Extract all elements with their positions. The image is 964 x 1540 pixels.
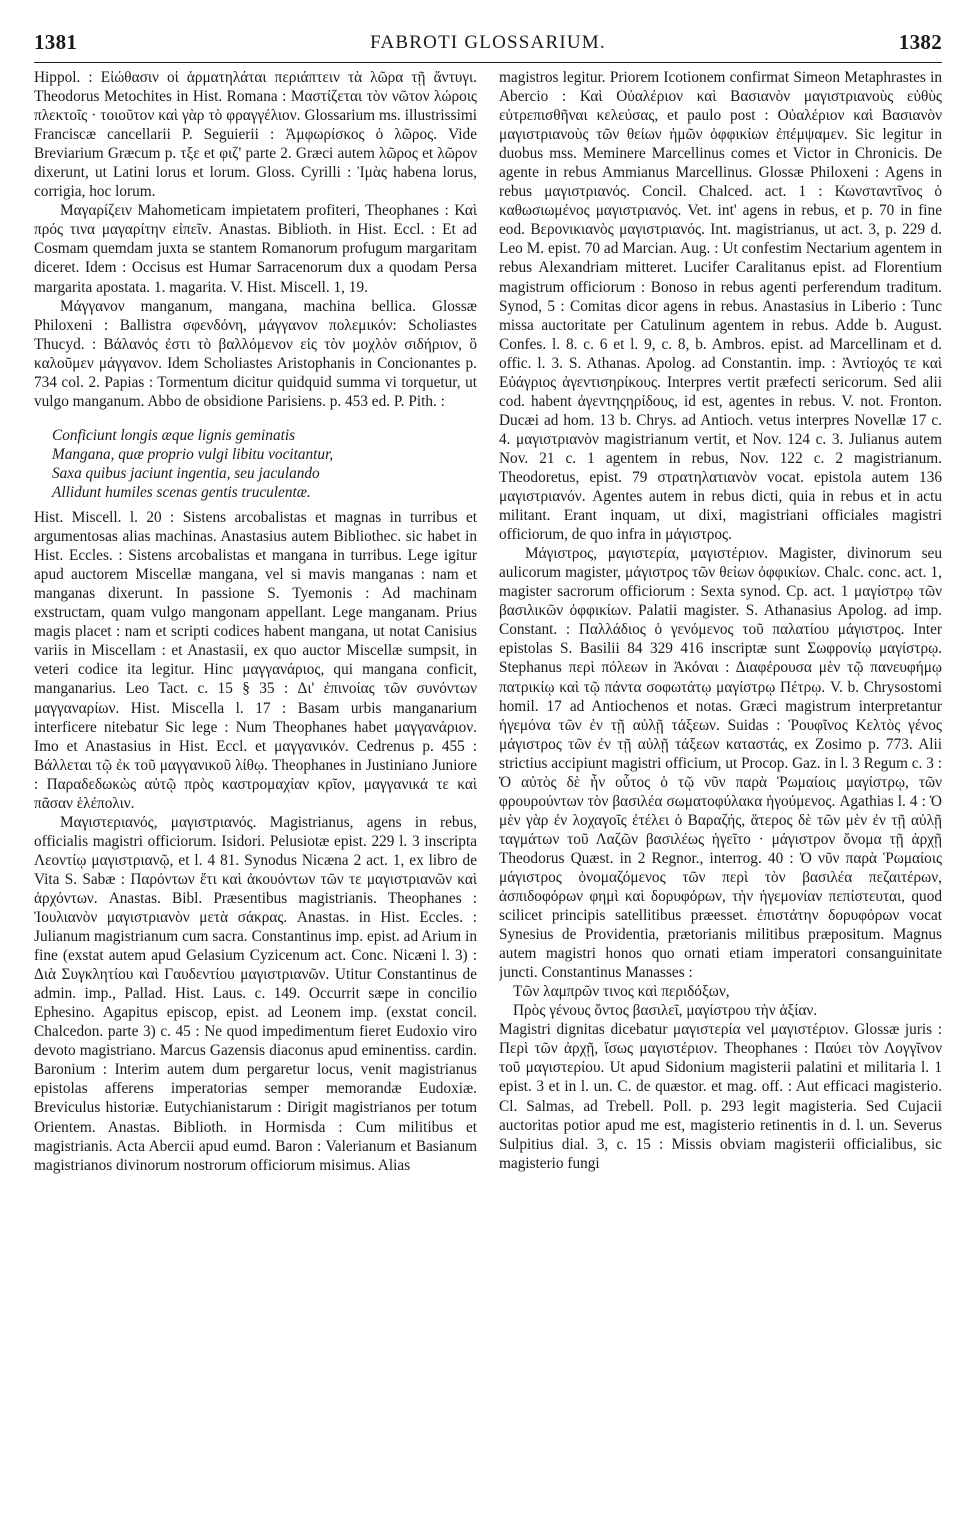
entry-magistros: Μάγιστρος, μαγιστερία, μαγιστέριον. Magister, divinorum seu aulicorum magister, μάγιστρος τῶν θείων ὀφφικίων. Chalc. conc. act. 1, magister sacrorum officiorum : Sexta synod. Cp. act. 1 μαγίστρῳ τῶν βασιλικῶν ὀφφικίων. Palatii magister. S. Athanasius Apolog. ad imp. Constant. : Παλλάδιος ὁ γενόμενος τοῦ παλατίου μάγιστρος. Inter epistolas S. Basilii 84 329 416 inscriptæ sunt Σωφρονίῳ μαγίστρῳ. Stephanus περὶ πόλεων in Ἀκόναι : Διαφέρουσα μὲν τῷ πανευφήμῳ πατρικίῳ καὶ τῷ πάντα σοφωτάτῳ μαγίστρῳ Πέτρῳ. V. b. Chrysostomi homil. 17 ad Antiochenos et notas. Græci magistrum interpretantur ἡγεμόνα τῶν ἐν τῇ αὐλῇ τάξεων. Suidas : Ῥουφῖνος Κελτὸς γένος μάγιστρος τῶν ἐν τῇ αὐλῇ τάξεων καταστάς, ex Zosimo p. 773. Alii strictius accipiunt magistri officium, ut Procop. Gaz. in l. 3 Regum c. 3 : Ὁ αὐτὸς δὲ ἦν οὗτος ὁ τῷ νῦν παρὰ Ῥωμαίοις μαγίστρῳ, τῶν φρουρούντων τὸν βασιλέα σωματοφύλακα ἡγούμενος. Agathias l. 4 : Ὁ μὲν γὰρ ἐν λοχαγοῖς ἐτέλει ὁ Βαραζής, ἅτερος δὲ τῶν μὲν ἐν τῇ αὐλῇ ταγμάτων τοῦ Λαζῶν βασιλέως ἡγεῖτο · μάγιστρον ὄνομα τῇ ἀρχῇ Theodorus Quæst. in 2 Regnor., interrog. 40 : Ὁ νῦν παρὰ Ῥωμαίοις μάγιστρος ὀνομαζόμενος τῶν περὶ τὸν βασιλέα πεζαιτέρων, ἀσπιδοφόρων φημὶ καὶ δορυφόρων, τὴν ἡγεμονίαν πεπίστευται, quod scilicet principis satellitibus præesset. ἐπιστάτην δορυφόρων vocat Synesius de Providentia, prætorianis militibus præpositum. Magnus autem magistri honos quo ornati etiam imperatori consanguinitate juncti. Constantinus Manasses : <box>499 545 942 982</box>
page-title: FABROTI GLOSSARIUM. <box>370 32 606 53</box>
left-page-number: 1381 <box>34 30 78 54</box>
verse-line: Τῶν λαμπρῶν τινος καὶ περιδόξων, <box>513 983 730 1001</box>
entry-manganon-continued: Hist. Miscell. l. 20 : Sistens arcobalistas et magnas in turribus et argumentosas alias machinas. Anastasius autem Bibliothec. sic habet in Hist. Eccles. : Sistens arcobalistas et mangana in turribus. Lege igitur apud auctorem Miscellæ mangana, vel si mavis manganas : nam et manganas dixerunt. In passione S. Tyemonis : Ad machinam exstructam, quam vulgo mangonam appellant. Lege manganam. Prius magis placet : nam et scripti codices habent mangana, ut notat Canisius variis in Miscellam : et Anastasii, ex quo auctor Miscellæ sumpsit, in veteri codice ita legitur. Hinc μαγγανάριος, qui mangana conficit, manganarius. Leo Tact. c. 15 § 35 : Δι' ἐπινοίας τῶν συνόντων μαγγαναρίων. Hist. Miscella l. 17 : Basam urbis manganarium interficere nitebatur Sic lege : Num Theophanes habet μαγγανάριον. Imo et Anastasius in Hist. Eccl. et μαγγανικόν. Cedrenus p. 455 : Βάλλεται τῷ ἐκ τοῦ μαγγανικοῦ λίθῳ. Theophanes in Justiniano Juniore : Παραδεδωκὼς αὐτῷ πρὸς καστρομαχίαν κρῖον, μαγγανικά τε καὶ πᾶσαν ἑλέπολιν. <box>34 509 477 812</box>
entry-magisterianos-continued: magistros legitur. Priorem Icotionem confirmat Simeon Metaphrastes in Abercio : Καὶ Οὐαλέριον καὶ Βασιανὸν μαγιστριανοὺς εὐθὺς εὐτρεπισθῆναι κελεύσας, et paulo post : Οὐαλέριον καὶ Βασιανὸν μαγιστριανοὺς τῶν θείων ἡμῶν ὀφφικίων ἐπέμψαμεν. Sic legitur in duobus mss. Meminere Marcellinus comes et Victor in Chronicis. De agente in rebus Ammianus Marcellinus. Glossæ Philoxeni : Agens in rebus μαγιστριανός. Concil. Chalced. act. 1 : Κωνσταντῖνος ὁ καθωσιωμένος μαγιστριανός. Vet. int' agens in rebus, et p. 70 in fine eod. Βερονικιανὸς μαγιστριανός. Int. magistrianus, ut act. 3, p. 229 d. Leo M. epist. 70 ad Marcian. Aug. : Ut confestim Nectarium agentem in rebus Alexandriam mitteret. Lucifer Caralitanus epist. ad Florentium magistrum officiorum : Bonoso in rebus agenti perferendum traditum. Synod, 5 : Comitas dicor agens in rebus. Anastasius in Liberio : Tunc missa auctoritate per Catulinum agentem in rebus. Adde b. August. Confes. l. 8. c. 6 et l. 9, c. 8, b. Ambros. epist. ad Marcellinam et d. offic. l. 3. S. Athanas. Apolog. ad Constantin. imp. : Ἀντίοχός τε καὶ Εὐάγριος ἀγεντισηρίκους. Interpres vertit præfecti sericorum. Sed alii cod. habent ἀγεντηςηρίδους, id est, agentes in rebus. V. not. Fronton. Ducæi ad hom. 13 b. Chrys. ad Antioch. vetus interpres Novellæ 17 c. 4. μαγιστριανὸν magistrianum vertit, et Nov. 124 c. 3. Julianus autem Nov. 21 c. 1 agentem in rebus, Nov. 122 c. 2 magistrianum. Theodoretus, epist. 79 στρατηλατιανὸν vocat. epistola autem 136 μαγιστριανόν. Agentes autem in rebus dicti, quia in rebus et in actu militant. Erant inquam, ut dixi, magistriani officiales magistri officiorum, de quo infra in μάγιστρος. <box>499 69 942 544</box>
verse-line: Conficiunt longis æque lignis geminatis <box>52 426 296 444</box>
verse-quotation-abbo <box>52 426 477 502</box>
right-page-number: 1382 <box>898 30 942 54</box>
entry-magarizein: Μαγαρίζειν Mahometicam impietatem profiteri, Theophanes : Καὶ πρός τινα μαγαρίτην εἰπεῖν. Anastas. Biblioth. in Hist. Eccl. : Et ad Cosmam quemdam juxta se stantem Romanorum profugum margaritam diceret. Idem : Occisus est Humar Sarracenorum dux a quodam Persa margarita apostata. 1. magarita. V. Hist. Miscell. 1, 19. <box>34 202 477 296</box>
right-column <box>499 68 942 1528</box>
verse-line: Mangana, quæ proprio vulgi libitu vocitantur, <box>52 445 334 463</box>
verse-line: Saxa quibus jaciunt ingentia, seu jaculando <box>52 464 320 482</box>
entry-lorum-continued: Hippol. : Εἰώθασιν οἱ ἁρματηλάται περιάπτειν τὰ λῶρα τῇ ἄντυγι. Theodorus Metochites in Hist. Romana : Μαστίζεται τὸν νῶτον λώροις πλεκτοῖς · τοιοῦτον καὶ γὰρ τὸ φραγγέλιον. Glossarium ms. illustrissimi Franciscæ cancellarii P. Seguierii : Ἀμφωρίσκος ὁ λῶρος. Vide Breviarium Græcum p. τξε et φιζ' parte 2. Græci autem λῶρος et λῶρον dixerunt, ut Latini lorus et lorum. Gloss. Cyrilli : Ἱμὰς habena lorus, corrigia, hoc lorum. <box>34 69 477 201</box>
left-column <box>34 68 477 1528</box>
verse-line: Πρὸς γένους ὄντος βασιλεῖ, μαγίστρου τὴν ἀξίαν. <box>513 1002 818 1020</box>
verse-quotation-manasses <box>513 982 942 1020</box>
entry-manganon: Μάγγανον manganum, mangana, machina bellica. Glossæ Philoxeni : Ballistra σφενδόνη, μάγγανον πολεμικόν: Scholiastes Thucyd. : Βάλανός ἐστι τὸ βαλλόμενον εἰς τὸν μοχλὸν σιδήριον, ὃ καλοῦμεν μάγγανον. Idem Scholiastes Aristophanis in Concionantes p. 734 col. 2. Papias : Tormentum dicitur quidquid summa vi torquetur, ut vulgo manganum. Abbo de obsidione Parisiens. p. 453 ed. P. Pith. : <box>34 297 477 410</box>
running-head <box>34 28 942 63</box>
text-columns <box>34 68 942 1528</box>
entry-magistros-continued: Magistri dignitas dicebatur μαγιστερία vel μαγιστέριον. Glossæ juris : Περὶ τῶν ἀρχῇ, ἴσως μαγιστέριον. Theophanes : Παύει τὸν Λογγῖνον τοῦ μαγιστερίου. Ut apud Sidonium magisterii palatini et militaria l. 1 epist. 3 et in l. un. C. de quæstor. et mag. off. : Aut efficaci magisterio. Cl. Salmas, ad Trebell. Poll. p. 293 legit magisteria. Sed Cujacii auctoritas potior apud me est, magisterio retinentis in d. l. un. Severus Sulpitius dial. 3, c. 15 : Missis obviam magisterii officialibus, sic magisterio fungi <box>499 1021 942 1172</box>
entry-magisterianos: Μαγιστεριανός, μαγιστριανός. Magistrianus, agens in rebus, officialis magistri officiorum. Isidori. Pelusiotæ epist. 229 l. 3 inscripta Λεοντίῳ μαγιστριανῷ, et l. 4 81. Synodus Nicæna 2 act. 1, ex libro de Vita S. Sabæ : Παρόντων ἔτι καὶ ἀκουόντων τῶν τε μαγιστριανῶν καὶ ἀρχόντων. Anastas. Bibl. Præsentibus magistrianis. Theophanes : Ἰουλιανὸν μαγιστριανὸν μετὰ σάκρας. Anastas. in Hist. Eccles. : Julianum magistrianum cum sacra. Constantinus imp. epist. ad Arium in fine (exstat autem apud Gelasium Cyzicenum act. Conc. Nicæni l. 3) : Διὰ Συγκλητίου καὶ Γαυδεντίου μαγιστριανῶν. Utitur Constantinus de admin. imp., Pallad. Hist. Laus. c. 149. Occurrit sæpe in concilio Ephesino. Agapitus episcop, epist. ad Leonem imp. (exstat concil. Chalcedon. parte 3) c. 45 : Ne quod impedimentum fieret Eudoxio viro devoto magistriano. Marcus Gazensis diaconus apud eminentiss. cardin. Baronium : Interim autem dum pergaretur locus, venit magistrianus epistolas afferens imperatorias semper memorandæ Eudoxiæ. Breviculus historiæ. Eutychianistarum : Dirigit magistrianos per totum Orientem. Anastas. Biblioth. in Hormisda : Cum militibus et magistrianis. Acta Abercii apud eumd. Baron : Valerianum et Basianum magistrianos divinorum nostrorum officiorum misimus. Alias <box>34 813 477 1174</box>
verse-line: Allidunt humiles scenas gentis truculentæ. <box>52 483 311 501</box>
